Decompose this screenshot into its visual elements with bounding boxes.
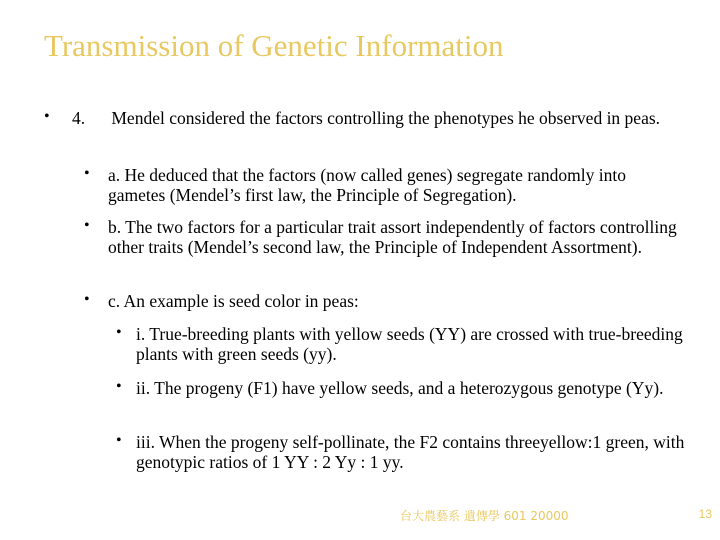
slide-title: Transmission of Genetic Information bbox=[44, 28, 504, 63]
bullet-icon: • bbox=[116, 324, 122, 341]
bullet-icon: • bbox=[116, 378, 122, 395]
list-item bbox=[84, 291, 684, 311]
list-item bbox=[84, 165, 684, 205]
list-item bbox=[84, 217, 684, 257]
list-item bbox=[44, 108, 694, 128]
bullet-icon: • bbox=[44, 108, 50, 125]
bullet-icon: • bbox=[116, 432, 122, 449]
bullet-icon: • bbox=[84, 217, 90, 234]
list-item bbox=[116, 324, 700, 364]
bullet-text: b. The two factors for a particular trait assort independently of factors controlling other traits (Mendel’s second law, the Principle of Independent Assortment). bbox=[108, 217, 677, 257]
page-number: 13 bbox=[698, 507, 712, 521]
bullet-icon: • bbox=[84, 165, 90, 182]
list-item bbox=[116, 378, 700, 398]
list-item bbox=[116, 432, 700, 472]
bullet-text: a. He deduced that the factors (now called genes) segregate randomly into gametes (Mendel’s first law, the Principle of Segregation). bbox=[108, 165, 626, 205]
bullet-text: i. True-breeding plants with yellow seeds (YY) are crossed with true-breeding plants with green seeds (yy). bbox=[136, 324, 683, 364]
bullet-text: ii. The progeny (F1) have yellow seeds, and a heterozygous genotype (Yy). bbox=[136, 378, 664, 398]
bullet-text: iii. When the progeny self-pollinate, the F2 contains threeyellow:1 green, with genotypic ratios of 1 YY : 2 Yy : 1 yy. bbox=[136, 432, 685, 472]
bullet-text: c. An example is seed color in peas: bbox=[108, 291, 359, 311]
slide-footer: 台大農藝系 遺傳學 601 20000 bbox=[400, 509, 569, 523]
bullet-text: 4. Mendel considered the factors controlling the phenotypes he observed in peas. bbox=[72, 108, 661, 128]
bullet-icon: • bbox=[84, 291, 90, 308]
